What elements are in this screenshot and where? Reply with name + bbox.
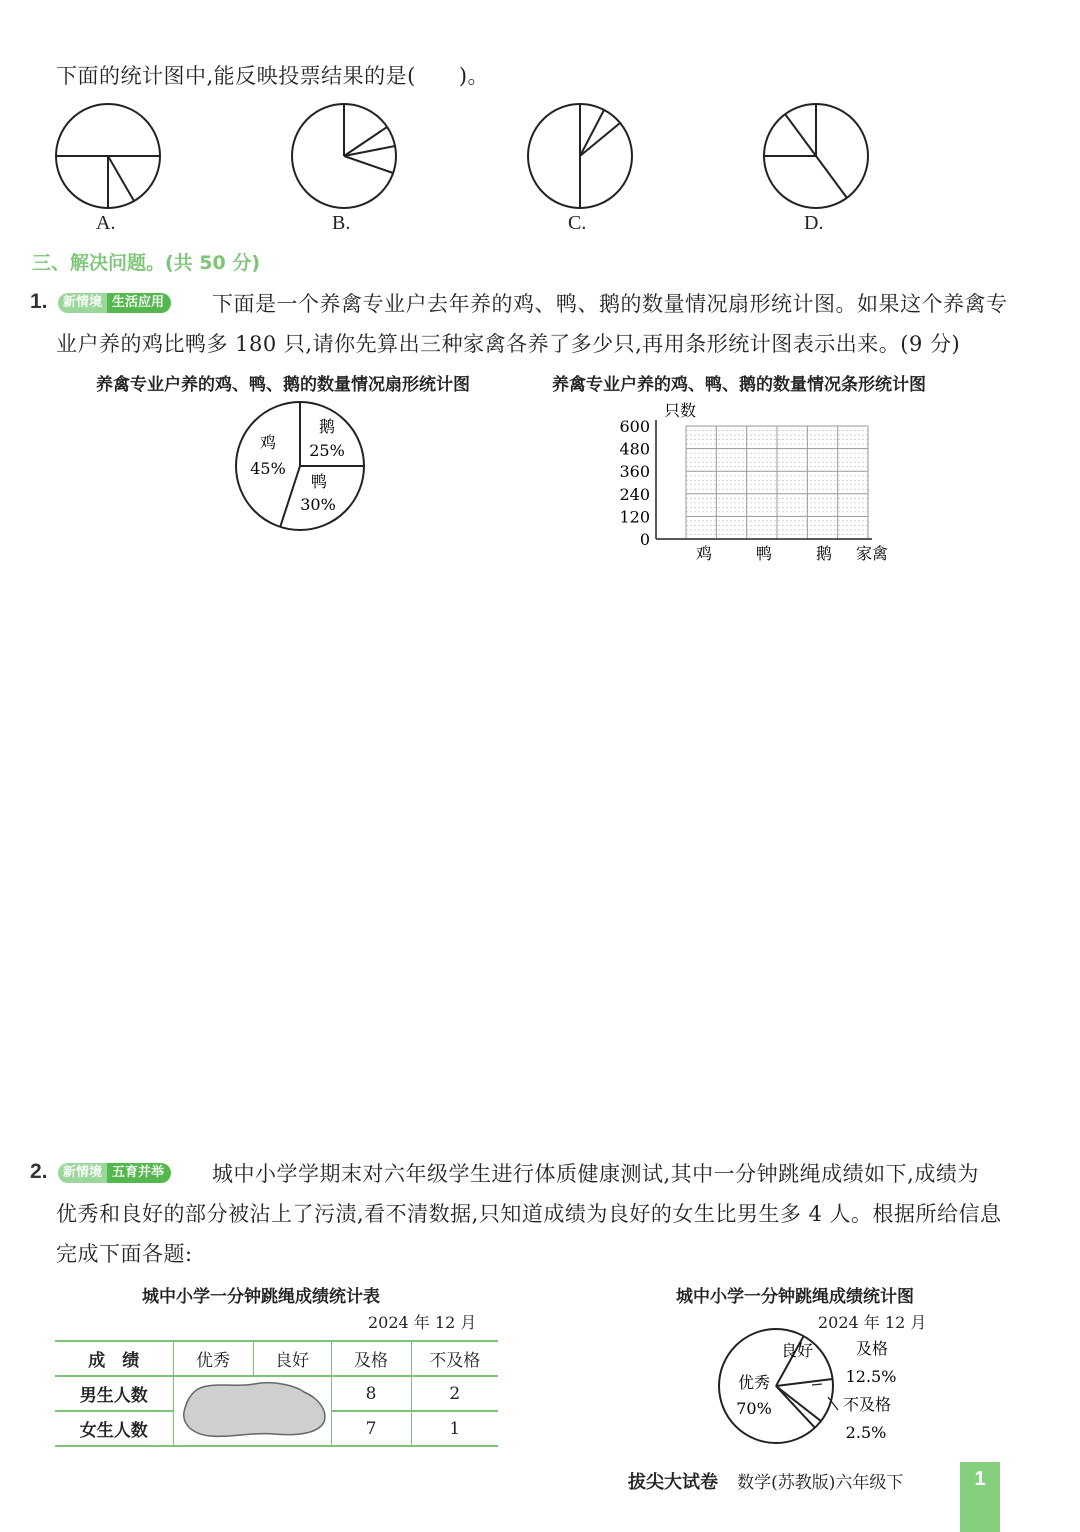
pie-label-goose: 鹅 bbox=[318, 417, 336, 436]
footer-brand: 拔尖大试卷 bbox=[628, 1472, 718, 1493]
bar-category-duck: 鸭 bbox=[755, 544, 773, 563]
pie-label-duck-pct: 30% bbox=[300, 495, 336, 514]
y-tick-label: 240 bbox=[619, 484, 650, 504]
bar-category-goose: 鹅 bbox=[815, 544, 833, 563]
pie-slice-fail bbox=[776, 1386, 821, 1421]
row-label: 男生人数 bbox=[55, 1376, 173, 1411]
page-number: 1 bbox=[974, 1468, 986, 1490]
row-label: 女生人数 bbox=[55, 1411, 173, 1446]
pie-slice-excellent bbox=[776, 1386, 815, 1428]
q2-tag-new-context: 新情境 bbox=[58, 1163, 107, 1183]
q2-text-line2: 优秀和良好的部分被沾上了污渍,看不清数据,只知道成绩为良好的女生比男生多 4 人。根据所给信息 bbox=[56, 1202, 1002, 1226]
q1-number: 1. bbox=[30, 290, 48, 313]
ink-stain bbox=[178, 1378, 328, 1440]
pie-label-pass: 及格 bbox=[855, 1339, 889, 1358]
option-d-pie[interactable] bbox=[764, 104, 868, 208]
cell-boys-pass: 8 bbox=[331, 1376, 411, 1411]
section-3-heading: 三、解决问题。(共 50 分) bbox=[32, 252, 261, 274]
option-c-label[interactable]: C. bbox=[568, 212, 587, 234]
score-table bbox=[55, 1340, 498, 1447]
option-pies bbox=[50, 100, 930, 240]
q1-pie-chart bbox=[230, 396, 370, 536]
q1-bar-chart bbox=[612, 398, 902, 570]
footer-subject: 数学(苏教版)六年级下 bbox=[737, 1473, 904, 1493]
bar-x-axis-label: 家禽 bbox=[855, 544, 889, 563]
table-header-cell: 及格 bbox=[331, 1341, 411, 1376]
pie-label-duck: 鸭 bbox=[310, 472, 328, 491]
option-c-pie[interactable] bbox=[528, 104, 632, 208]
bar-y-axis-label: 只数 bbox=[664, 401, 697, 420]
q1-text-line1: 下面是一个养禽专业户去年养的鸡、鸭、鹅的数量情况扇形统计图。如果这个养禽专 bbox=[212, 292, 1008, 316]
q2-number: 2. bbox=[30, 1160, 48, 1183]
pie-label-good: 良好 bbox=[780, 1341, 814, 1360]
y-tick-label: 120 bbox=[619, 507, 650, 527]
q2-pie-chart bbox=[712, 1326, 912, 1452]
cell-girls-fail: 1 bbox=[411, 1411, 498, 1446]
y-tick-label: 0 bbox=[639, 530, 650, 549]
pie-label-fail: 不及格 bbox=[842, 1395, 892, 1414]
pie-label-pass-pct: 12.5% bbox=[845, 1367, 897, 1386]
q2-text-line3: 完成下面各题: bbox=[56, 1242, 193, 1266]
option-a-pie[interactable] bbox=[56, 104, 160, 208]
page-number-tab bbox=[960, 1462, 1000, 1532]
q2-tag-five-education: 五育并举 bbox=[107, 1163, 171, 1183]
q1-tag-new-context: 新情境 bbox=[58, 293, 107, 313]
pie-label-excellent: 优秀 bbox=[737, 1373, 771, 1392]
q2-table-date: 2024 年 12 月 bbox=[368, 1313, 477, 1332]
cell-girls-pass: 7 bbox=[331, 1411, 411, 1446]
bar-category-chicken: 鸡 bbox=[695, 544, 713, 563]
pie-label-chicken-pct: 45% bbox=[250, 459, 286, 478]
q2-tag bbox=[58, 1161, 171, 1183]
pie-label-excellent-pct: 70% bbox=[736, 1399, 772, 1418]
pie-label-fail-pct: 2.5% bbox=[845, 1423, 887, 1442]
footer bbox=[628, 1468, 903, 1494]
option-d-label[interactable]: D. bbox=[804, 212, 824, 234]
table-header-cell: 优秀 bbox=[173, 1341, 253, 1376]
table-header-row bbox=[55, 1341, 498, 1376]
q2-pie-title: 城中小学一分钟跳绳成绩统计图 bbox=[676, 1287, 914, 1307]
stain-cell bbox=[173, 1376, 331, 1446]
pie-slice-pass bbox=[776, 1379, 833, 1386]
cell-boys-fail: 2 bbox=[411, 1376, 498, 1411]
y-tick-label: 600 bbox=[619, 417, 650, 436]
option-b-label[interactable]: B. bbox=[332, 212, 351, 234]
pie-label-goose-pct: 25% bbox=[309, 441, 345, 460]
q1-text-line2: 业户养的鸡比鸭多 180 只,请你先算出三种家禽各养了多少只,再用条形统计图表示出来。(9 分) bbox=[56, 332, 961, 356]
option-a-label[interactable]: A. bbox=[96, 212, 116, 234]
prev-question-text: 下面的统计图中,能反映投票结果的是( )。 bbox=[56, 64, 490, 88]
q1-tag-life-application: 生活应用 bbox=[107, 293, 171, 313]
option-b-pie[interactable] bbox=[292, 104, 396, 208]
q2-table-title: 城中小学一分钟跳绳成绩统计表 bbox=[142, 1287, 380, 1307]
q1-bar-title: 养禽专业户养的鸡、鸭、鹅的数量情况条形统计图 bbox=[552, 375, 926, 395]
q2-text-line1: 城中小学学期末对六年级学生进行体质健康测试,其中一分钟跳绳成绩如下,成绩为 bbox=[212, 1162, 979, 1186]
table-header-cell: 不及格 bbox=[411, 1341, 498, 1376]
table-header-cell: 成 绩 bbox=[55, 1341, 173, 1376]
table-row bbox=[55, 1376, 498, 1411]
pie-label-chicken: 鸡 bbox=[259, 433, 277, 452]
y-tick-label: 360 bbox=[619, 462, 650, 482]
q1-pie-title: 养禽专业户养的鸡、鸭、鹅的数量情况扇形统计图 bbox=[96, 375, 470, 395]
q1-tag bbox=[58, 291, 171, 313]
q2-pie-date: 2024 年 12 月 bbox=[818, 1313, 927, 1332]
y-tick-label: 480 bbox=[619, 439, 650, 459]
table-header-cell: 良好 bbox=[253, 1341, 331, 1376]
